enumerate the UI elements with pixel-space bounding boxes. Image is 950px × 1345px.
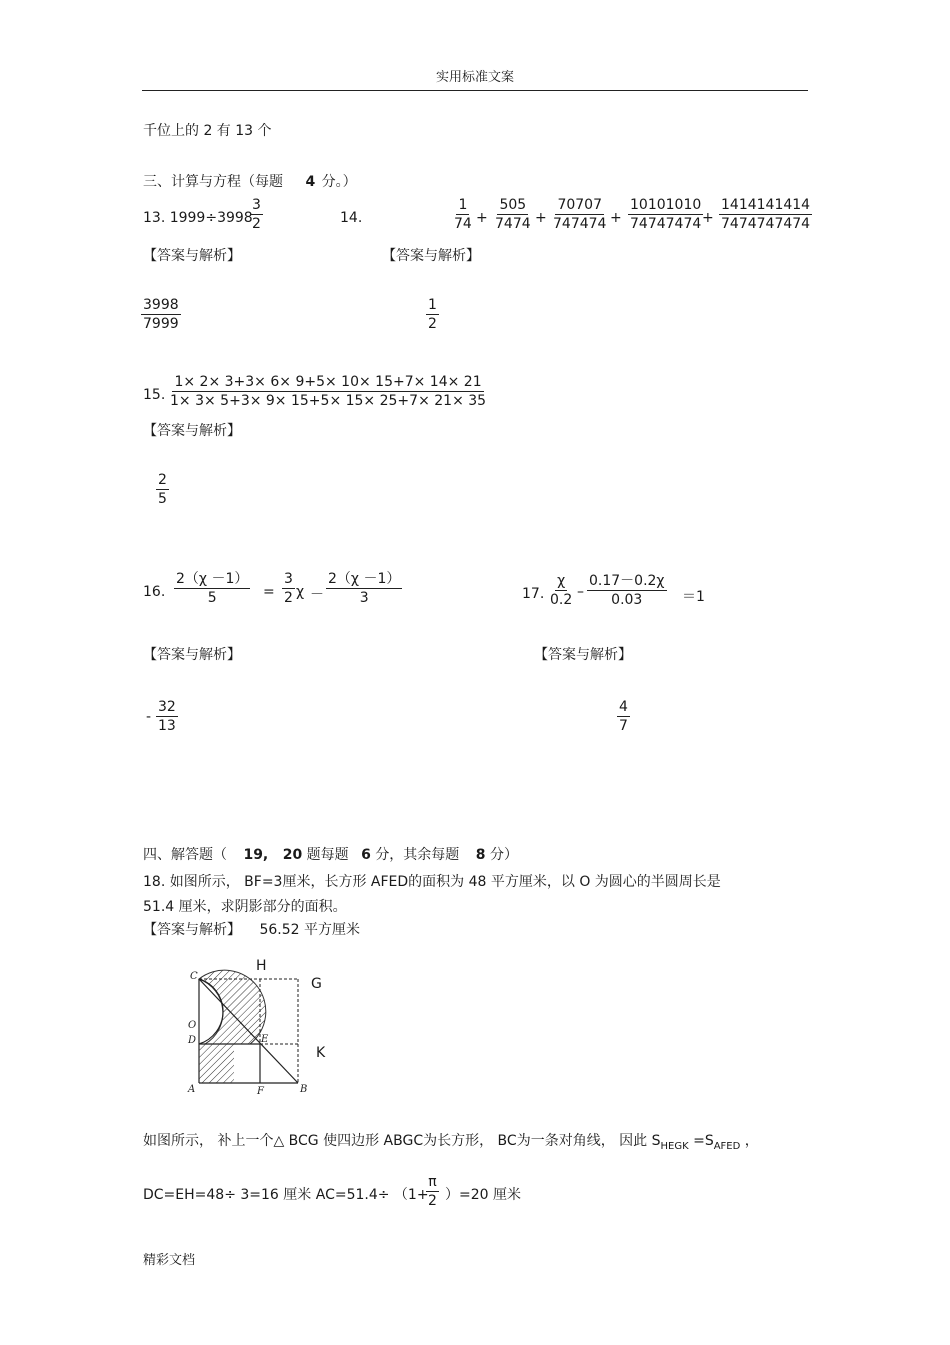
q16-minus: － [310, 587, 324, 603]
label-d: D [188, 1035, 197, 1046]
q14-ans-den: 2 [428, 316, 437, 332]
q16-rhs-num: 2（χ －1） [328, 571, 401, 587]
q14-term-2-den: 7474 [495, 216, 531, 232]
solution-pi-fraction [426, 1173, 439, 1210]
label-h: H [256, 958, 267, 974]
q17-rhs: ＝1 [682, 589, 705, 605]
label-g: G [311, 976, 322, 992]
q16-equals: = [263, 584, 275, 600]
label-c: C [190, 971, 198, 982]
solution-two: 2 [428, 1193, 437, 1209]
section-4-title [143, 844, 518, 864]
section-4-p1: 四、解答题（ [143, 847, 227, 863]
section-3-points: 4 [305, 174, 316, 190]
q13-fraction [250, 196, 263, 233]
section-3-text: 三、计算与方程（每题 [143, 174, 283, 190]
section-4-p4: 分） [489, 847, 518, 863]
q14-term-2-num: 505 [499, 197, 527, 213]
q17-ans-num: 4 [619, 699, 628, 715]
q17-b-den: 0.03 [611, 592, 643, 608]
q17-frac-a [548, 572, 574, 609]
q15-answer [156, 471, 169, 508]
section-4-b2: 20 [282, 847, 303, 863]
header-rule [142, 90, 808, 91]
q17-frac-b [587, 572, 667, 609]
q16-rhs [326, 570, 402, 607]
q13-label: 13. 1999÷3998 [143, 210, 253, 226]
q13-ans-den: 7999 [143, 316, 179, 332]
q16-lhs [174, 570, 250, 607]
label-e: E [261, 1034, 269, 1045]
q15-ans-den: 5 [158, 491, 167, 507]
q13-answer [141, 296, 181, 333]
shaded-region-lower [199, 1044, 234, 1083]
page-header: 实用标准文案 [435, 70, 514, 85]
q14-term-2 [493, 196, 533, 233]
q15-answer-label: 【答案与解析】 [143, 423, 241, 439]
q18-line-1: 18. 如图所示， BF=3厘米，长方形 AFED的面积为 48 平方厘米，以 O 为圆心的半圆周长是 [143, 874, 721, 890]
subscript-afed: AFED [713, 1140, 741, 1152]
q16-lhs-num: 2（χ －1） [176, 571, 249, 587]
page-footer: 精彩文档 [143, 1253, 196, 1268]
q17-b-num: 0.17－0.2χ [589, 573, 665, 589]
subscript-hegk: HEGK [660, 1140, 689, 1152]
q14-answer-label: 【答案与解析】 [382, 248, 480, 264]
q14-term-3-num: 70707 [557, 197, 602, 213]
q18-line-2: 51.4 厘米，求阴影部分的面积。 [143, 899, 347, 915]
label-f: F [257, 1086, 264, 1097]
q16-rhs-den: 3 [359, 590, 369, 606]
q17-a-den: 0.2 [550, 592, 573, 608]
solution-tail: ， [740, 1133, 759, 1149]
solution-line-2b: ）=20 厘米 [445, 1187, 521, 1203]
q15-num: 1× 2× 3+3× 6× 9+5× 10× 15+7× 14× 21 [174, 374, 482, 390]
label-o: O [188, 1020, 197, 1031]
q14-term-3-den: 747474 [553, 216, 607, 232]
q16-label: 16. [143, 584, 166, 600]
q15-ans-num: 2 [158, 472, 167, 488]
q16-answer-label: 【答案与解析】 [143, 647, 241, 663]
q17-minus: – [577, 584, 584, 600]
q13-ans-num: 3998 [143, 297, 179, 313]
thousands-line: 千位上的 2 有 13 个 [143, 123, 272, 139]
solution-pi: π [428, 1174, 437, 1190]
q16-ans-sign: - [146, 709, 152, 725]
section-4-b4: 8 [475, 847, 486, 863]
q14-ans-num: 1 [428, 297, 437, 313]
q16-ans-num: 32 [158, 699, 176, 715]
q14-term-1-den: 74 [454, 216, 472, 232]
q16-chi: χ [296, 584, 305, 600]
q16-answer [156, 698, 178, 735]
q18-answer-value: 56.52 平方厘米 [259, 922, 360, 938]
q17-answer [617, 698, 630, 735]
q17-ans-den: 7 [619, 718, 628, 734]
section-4-b3: 6 [361, 847, 371, 863]
q18-answer-label: 【答案与解析】 [143, 922, 241, 938]
label-a: A [188, 1084, 196, 1095]
q13-frac-num: 3 [252, 197, 261, 213]
q14-term-5-num: 1414141414 [721, 197, 811, 213]
section-4-p2: 题每题 [306, 847, 349, 863]
q14-label: 14. [340, 210, 363, 226]
label-k: K [316, 1045, 326, 1061]
solution-line-1 [143, 1130, 759, 1152]
q14-term-4-den: 74747474 [630, 216, 702, 232]
q15-fraction [168, 373, 488, 410]
section-3-tail: 分。） [321, 174, 357, 190]
q13-frac-den: 2 [252, 216, 261, 232]
q15-label: 15. [143, 387, 166, 403]
solution-eq: =S [688, 1133, 714, 1149]
q16-lhs-den: 5 [207, 590, 217, 606]
q15-den: 1× 3× 5+3× 9× 15+5× 15× 25+7× 21× 35 [170, 393, 487, 409]
q14-plus-3: + [610, 210, 622, 226]
q14-term-5-den: 7474747474 [721, 216, 811, 232]
q14-answer [426, 296, 439, 333]
q14-term-1 [452, 196, 474, 233]
label-b: B [300, 1084, 308, 1095]
q16-mid [282, 570, 295, 607]
q17-label: 17. [522, 586, 545, 602]
q17-answer-label: 【答案与解析】 [534, 647, 632, 663]
section-4-p3: 分，其余每题 [375, 847, 460, 863]
q14-term-4 [628, 196, 703, 233]
q14-term-1-num: 1 [458, 197, 468, 213]
q17-a-num: χ [557, 573, 566, 589]
section-3-title [143, 171, 357, 191]
q14-plus-2: + [535, 210, 547, 226]
shaded-region-upper [199, 970, 266, 1044]
q13-answer-label: 【答案与解析】 [143, 248, 241, 264]
q14-term-3 [551, 196, 608, 233]
q18-geometry-figure [170, 952, 340, 1100]
q14-plus-1: + [476, 210, 488, 226]
section-4-b1: 19, [243, 847, 269, 863]
q14-plus-4: + [702, 210, 714, 226]
solution-line-1-text: 如图所示， 补上一个△ BCG 使四边形 ABGC为长方形， BC为一条对角线， 因此 S [143, 1133, 661, 1149]
q16-mid-den: 2 [284, 590, 293, 606]
solution-line-2a: DC=EH=48÷ 3=16 厘米 AC=51.4÷ （1+ [143, 1187, 429, 1203]
q18-answer [143, 919, 360, 939]
q16-mid-num: 3 [284, 571, 293, 587]
q14-term-4-num: 10101010 [630, 197, 702, 213]
q16-ans-den: 13 [158, 718, 176, 734]
q14-term-5 [719, 196, 812, 233]
